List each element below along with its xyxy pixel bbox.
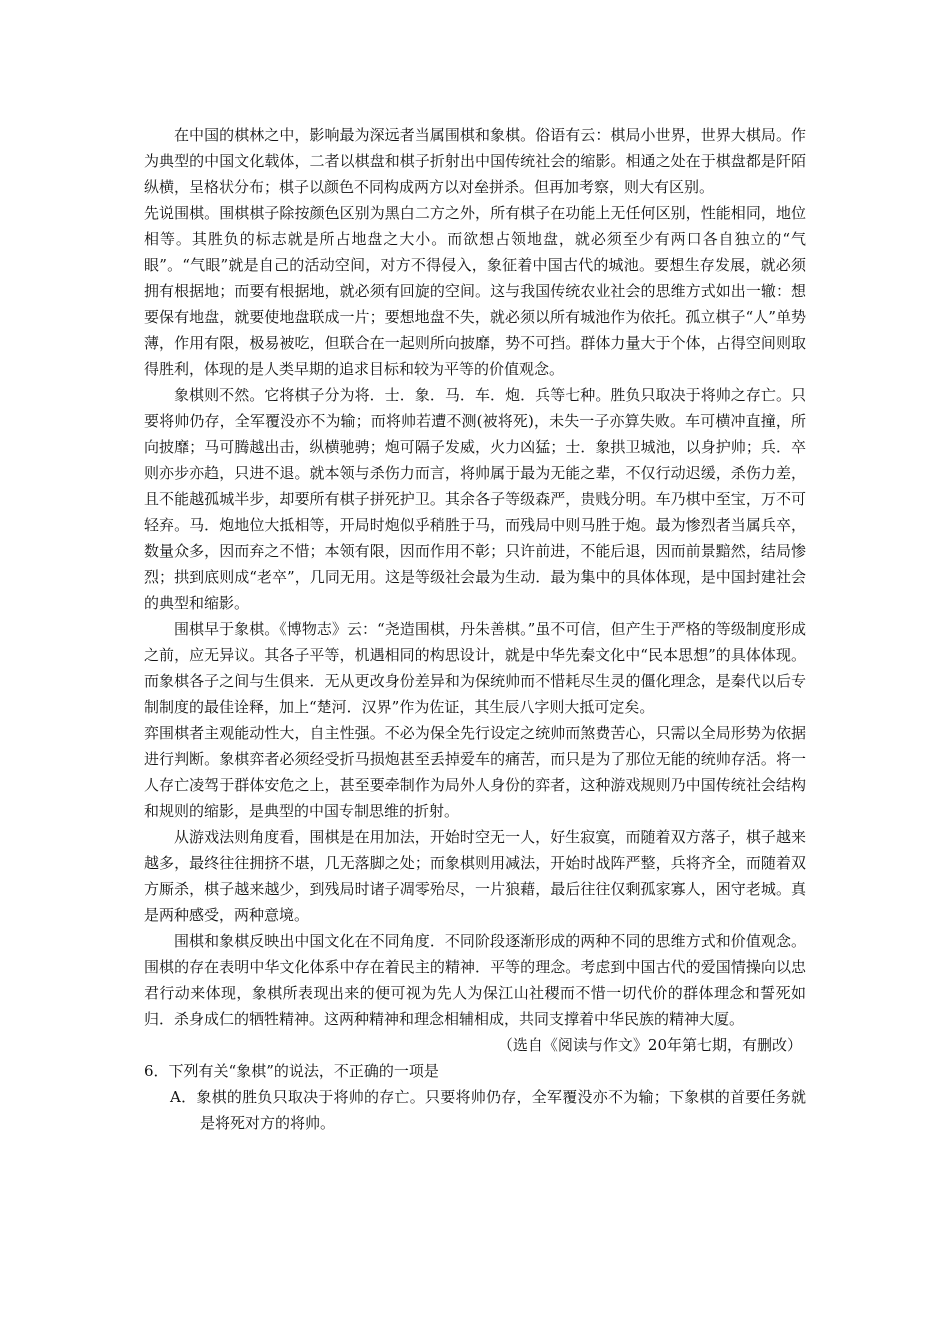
article-paragraph-2: 先说围棋。围棋棋子除按颜色区别为黑白二方之外，所有棋子在功能上无任何区别，性能相同，地位相等。其胜负的标志就是所占地盘之大小。而欲想占领地盘，就必须至少有两口各自独立的“气眼”。“气眼”就是自己的活动空间，对方不得侵入，象征着中国古代的城池。要想生存发展，就必须拥有根据地；而要有根据地，就必须有回旋的空间。这与我国传统农业社会的思维方式如出一辙：想要保有地盘，就要使地盘联成一片；要想地盘不失，就必须以所有城池作为依托。孤立棋子“人”单势薄，作用有限，极易被吃，但联合在一起则所向披靡，势不可挡。群体力量大于个体，占得空间则取得胜利，体现的是人类早期的追求目标和较为平等的价值观念。 [144, 204, 806, 378]
article-paragraph-4: 围棋早于象棋。《博物志》云：“尧造围棋，丹朱善棋。”虽不可信，但产生于严格的等级制度形成之前，应无异议。其各子平等，机遇相同的构思设计，就是中华先秦文化中“民本思想”的具体体现。而象棋各子之间与生俱来．无从更改身份差异和为保统帅而不惜耗尽生灵的僵化理念，是秦代以后专制制度的最佳诠释，加上“楚河．汉界”作为佐证，其生辰八字则大抵可定矣。 [144, 620, 806, 716]
article-paragraph-6: 从游戏法则角度看，围棋是在用加法，开始时空无一人，好生寂寞，而随着双方落子，棋子越来越多，最终往往拥挤不堪，几无落脚之处；而象棋则用减法，开始时战阵严整，兵将齐全，而随着双方厮杀，棋子越来越少，到残局时诸子凋零殆尽，一片狼藉，最后往往仅剩孤家寡人，困守老城。真是两种感受，两种意境。 [144, 828, 806, 924]
document-page [144, 122, 806, 1136]
question-stem: 6．下列有关“象棋”的说法，不正确的一项是 [144, 1062, 439, 1080]
article-paragraph-5: 弈围棋者主观能动性大，自主性强。不必为保全先行设定之统帅而煞费苦心，只需以全局形势为依据进行判断。象棋弈者必须经受折马损炮甚至丢掉爱车的痛苦，而只是为了那位无能的统帅存活。将一人存亡凌驾于群体安危之上，甚至要牵制作为局外人身份的弈者，这种游戏规则乃中国传统社会结构和规则的缩影，是典型的中国专制思维的折射。 [144, 724, 806, 820]
question-option-a: A．象棋的胜负只取决于将帅的存亡。只要将帅仍存，全军覆没亦不为输；下象棋的首要任务就是将死对方的将帅。 [170, 1088, 806, 1132]
question-block [144, 1058, 806, 1136]
article-paragraph-1: 在中国的棋林之中，影响最为深远者当属围棋和象棋。俗语有云：棋局小世界，世界大棋局。作为典型的中国文化载体，二者以棋盘和棋子折射出中国传统社会的缩影。相通之处在于棋盘都是阡陌纵横，呈格状分布；棋子以颜色不同构成两方以对垒拼杀。但再加考察，则大有区别。 [144, 126, 806, 196]
article-source: （选自《阅读与作文》20年第七期，有删改） [497, 1036, 802, 1054]
article-paragraph-3: 象棋则不然。它将棋子分为将．士．象．马．车．炮．兵等七种。胜负只取决于将帅之存亡。只要将帅仍存，全军覆没亦不为输；而将帅若遭不测(被将死)，未失一子亦算失败。车可横冲直撞，所向披靡；马可腾越出击，纵横驰骋；炮可隔子发威，火力凶猛；士．象拱卫城池，以身护帅；兵．卒则亦步亦趋，只进不退。就本领与杀伤力而言，将帅属于最为无能之辈，不仅行动迟缓，杀伤力差，且不能越孤城半步，却要所有棋子拼死护卫。其余各子等级森严，贵贱分明。车乃棋中至宝，万不可轻弃。马．炮地位大抵相等，开局时炮似乎稍胜于马，而残局中则马胜于炮。最为惨烈者当属兵卒，数量众多，因而弃之不惜；本领有限，因而作用不彰；只许前进，不能后退，因而前景黯然，结局惨烈；拱到底则成“老卒”，几同无用。这是等级社会最为生动．最为集中的具体体现，是中国封建社会的典型和缩影。 [144, 386, 806, 612]
article-body [144, 122, 806, 1032]
article-paragraph-7: 围棋和象棋反映出中国文化在不同角度．不同阶段逐渐形成的两种不同的思维方式和价值观念。围棋的存在表明中华文化体系中存在着民主的精神．平等的理念。考虑到中国古代的爱国情操向以忠君行动来体现，象棋所表现出来的便可视为先人为保江山社稷而不惜一切代价的群体理念和誓死如归．杀身成仁的牺牲精神。这两种精神和理念相辅相成，共同支撑着中华民族的精神大厦。 [144, 932, 806, 1028]
